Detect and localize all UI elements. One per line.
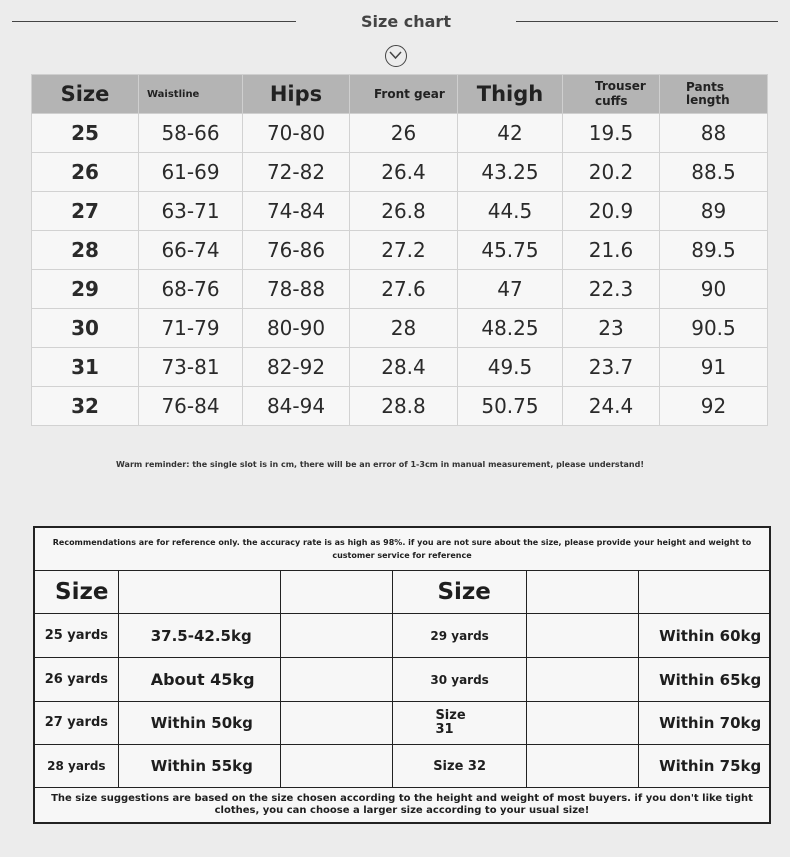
size-chart-cell: 23 <box>563 309 660 348</box>
size-chart-row <box>32 348 768 387</box>
size-chart-cell: 28.8 <box>350 387 458 426</box>
size-chart-cell: 70-80 <box>243 114 350 153</box>
size-chart-cell: 80-90 <box>243 309 350 348</box>
size-chart-row <box>32 231 768 270</box>
header-size: Size <box>32 75 139 114</box>
size-chart-cell: 26 <box>32 153 139 192</box>
header-divider-right <box>516 21 778 22</box>
header-pants-length: Pants length <box>660 75 768 114</box>
size-chart-row <box>32 309 768 348</box>
weight-row <box>34 658 770 702</box>
size-chart-cell: 22.3 <box>563 270 660 309</box>
size-chart-cell: 73-81 <box>139 348 243 387</box>
size-header-left: Size <box>34 571 118 614</box>
left-size: 25 yards <box>34 614 118 658</box>
empty-cell <box>526 745 638 788</box>
size-chart-cell: 71-79 <box>139 309 243 348</box>
left-weight: Within 55kg <box>118 745 280 788</box>
size-suggestion-footer: The size suggestions are based on the size chosen according to the height and weight of most buyers. if you don't like tight clothes, you can choose a larger size according to your usual size! <box>34 788 770 824</box>
empty-cell <box>526 614 638 658</box>
size-chart-row <box>32 192 768 231</box>
size-chart-cell: 72-82 <box>243 153 350 192</box>
size-chart-cell: 19.5 <box>563 114 660 153</box>
size-chart-cell: 76-84 <box>139 387 243 426</box>
size-chart-cell: 45.75 <box>458 231 563 270</box>
size-chart-cell: 92 <box>660 387 768 426</box>
chevron-down-circle-icon <box>385 45 407 67</box>
empty-cell <box>281 702 393 745</box>
weight-recommendation-table <box>33 526 771 824</box>
size-chart-cell: 74-84 <box>243 192 350 231</box>
size-chart-cell: 63-71 <box>139 192 243 231</box>
header-waistline: Waistline <box>139 75 243 114</box>
size-chart-cell: 90 <box>660 270 768 309</box>
size-chart-cell: 24.4 <box>563 387 660 426</box>
size-header-right: Size <box>393 571 526 614</box>
size-chart-cell: 20.2 <box>563 153 660 192</box>
size-chart-cell: 27.6 <box>350 270 458 309</box>
size-chart-cell: 50.75 <box>458 387 563 426</box>
left-weight: About 45kg <box>118 658 280 702</box>
size-chart-cell: 89.5 <box>660 231 768 270</box>
size-chart-cell: 91 <box>660 348 768 387</box>
weight-row <box>34 614 770 658</box>
size-chart-cell: 47 <box>458 270 563 309</box>
left-size: 28 yards <box>34 745 118 788</box>
size-chart-cell: 61-69 <box>139 153 243 192</box>
size-chart-cell: 44.5 <box>458 192 563 231</box>
size-chart-cell: 88 <box>660 114 768 153</box>
size-chart-cell: 25 <box>32 114 139 153</box>
size-chart-cell: 28 <box>350 309 458 348</box>
size-chart-cell: 43.25 <box>458 153 563 192</box>
size-chart-cell: 42 <box>458 114 563 153</box>
left-weight: 37.5-42.5kg <box>118 614 280 658</box>
size-chart-cell: 68-76 <box>139 270 243 309</box>
size-chart-cell: 76-86 <box>243 231 350 270</box>
right-weight: Within 60kg <box>639 614 770 658</box>
page-title: Size chart <box>361 12 451 31</box>
empty-cell <box>526 658 638 702</box>
right-size: 29 yards <box>393 614 526 658</box>
header-thigh: Thigh <box>458 75 563 114</box>
size-chart-cell: 48.25 <box>458 309 563 348</box>
size-chart-row <box>32 270 768 309</box>
size-chart-cell: 66-74 <box>139 231 243 270</box>
size-chart-cell: 29 <box>32 270 139 309</box>
size-chart-cell: 26.4 <box>350 153 458 192</box>
size-chart-row <box>32 387 768 426</box>
empty-cell <box>281 745 393 788</box>
size-chart-cell: 28 <box>32 231 139 270</box>
header-hips: Hips <box>243 75 350 114</box>
weight-row <box>34 702 770 745</box>
size-chart-cell: 88.5 <box>660 153 768 192</box>
empty-cell <box>526 571 638 614</box>
size-chart-cell: 78-88 <box>243 270 350 309</box>
size-chart-cell: 31 <box>32 348 139 387</box>
size-chart-cell: 82-92 <box>243 348 350 387</box>
size-chart-row <box>32 153 768 192</box>
empty-cell <box>526 702 638 745</box>
size-chart-cell: 27 <box>32 192 139 231</box>
empty-cell <box>281 571 393 614</box>
size-chart-cell: 84-94 <box>243 387 350 426</box>
right-size: Size 32 <box>393 745 526 788</box>
size-chart-cell: 90.5 <box>660 309 768 348</box>
right-weight: Within 65kg <box>639 658 770 702</box>
size-chart-table <box>31 74 768 426</box>
empty-cell <box>639 571 770 614</box>
weight-row <box>34 745 770 788</box>
size-chart-cell: 28.4 <box>350 348 458 387</box>
header-trouser-cuffs: Trouser cuffs <box>563 75 660 114</box>
size-chart-header-row <box>32 75 768 114</box>
right-size-text: Size 31 <box>435 708 466 737</box>
size-chart-cell: 32 <box>32 387 139 426</box>
reference-note: Recommendations are for reference only. the accuracy rate is as high as 98%. if you are not sure about the size, please provide your height and weight to customer service for reference <box>34 527 770 571</box>
empty-cell <box>281 658 393 702</box>
size-chart-row <box>32 114 768 153</box>
measurement-reminder: Warm reminder: the single slot is in cm, there will be an error of 1-3cm in manual measurement, please understand! <box>116 460 644 469</box>
left-size: 26 yards <box>34 658 118 702</box>
empty-cell <box>281 614 393 658</box>
size-chart-cell: 26 <box>350 114 458 153</box>
right-weight: Within 75kg <box>639 745 770 788</box>
size-chart-cell: 49.5 <box>458 348 563 387</box>
left-size: 27 yards <box>34 702 118 745</box>
size-chart-cell: 27.2 <box>350 231 458 270</box>
size-chart-cell: 26.8 <box>350 192 458 231</box>
size-chart-cell: 21.6 <box>563 231 660 270</box>
left-weight: Within 50kg <box>118 702 280 745</box>
size-chart-cell: 58-66 <box>139 114 243 153</box>
header-divider-left <box>12 21 296 22</box>
size-chart-cell: 89 <box>660 192 768 231</box>
header-front-gear: Front gear <box>350 75 458 114</box>
size-chart-cell: 23.7 <box>563 348 660 387</box>
right-size: 30 yards <box>393 658 526 702</box>
size-chart-cell: 20.9 <box>563 192 660 231</box>
right-weight: Within 70kg <box>639 702 770 745</box>
size-chart-cell: 30 <box>32 309 139 348</box>
empty-cell <box>118 571 280 614</box>
right-size <box>393 702 526 745</box>
